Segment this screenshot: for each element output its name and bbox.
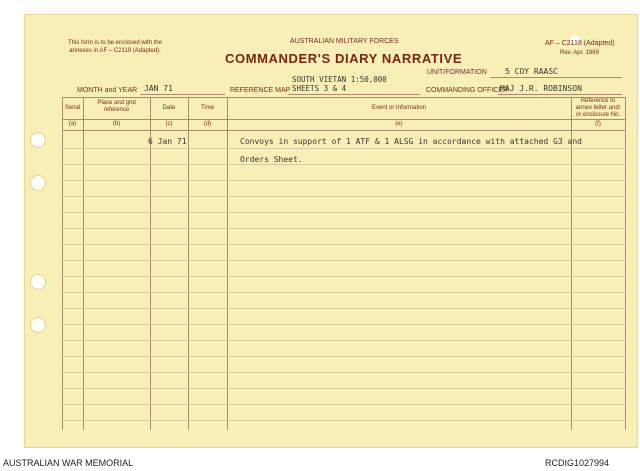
officer-underline — [498, 94, 622, 95]
column-header-line: or enclosure No. — [575, 112, 621, 118]
ruled-line — [62, 292, 626, 293]
ruled-line — [62, 180, 626, 181]
column-letter: (a) — [68, 121, 77, 127]
revision-date: Rev. Apr. 1969 — [560, 50, 599, 56]
column-border — [188, 97, 189, 430]
punch-hole — [30, 317, 46, 333]
column-letter: (f) — [595, 121, 601, 127]
month-value: JAN 71 — [144, 84, 173, 93]
ruled-line — [62, 340, 626, 341]
officer-label: COMMANDING OFFICER — [426, 87, 509, 94]
column-header-line: reference — [103, 107, 130, 113]
page-title: COMMANDER'S DIARY NARRATIVE — [225, 51, 463, 66]
org-name: AUSTRALIAN MILITARY FORCES — [290, 38, 399, 45]
footer-source: AUSTRALIAN WAR MEMORIAL — [3, 458, 134, 468]
column-header-line: Place and grid — [97, 100, 136, 106]
map-value-1: SOUTH VIETAN 1:50,000 — [292, 75, 387, 84]
ruled-line — [62, 356, 626, 357]
officer-value: MAJ J.R. ROBINSON — [500, 84, 582, 93]
unit-underline — [490, 77, 622, 78]
column-border — [150, 97, 151, 430]
ruled-line — [62, 324, 626, 325]
entry-event-line: Orders Sheet. — [240, 155, 303, 164]
ruled-line — [62, 164, 626, 165]
ruled-line — [62, 404, 626, 405]
enclosure-note — [68, 39, 162, 55]
punch-hole — [30, 175, 46, 191]
month-underline — [140, 94, 225, 95]
column-border — [625, 97, 626, 430]
punch-hole — [30, 274, 46, 290]
ruled-line — [62, 212, 626, 213]
enclosure-note-line: annexes in AF – C2119 (Adapted). — [69, 48, 161, 54]
column-letter: (d) — [203, 121, 212, 127]
form-code: AF – C2118 (Adapted) — [545, 40, 615, 47]
column-letter: (c) — [165, 121, 173, 127]
column-header-reference — [571, 98, 625, 119]
entry-event-line: Convoys in support of 1 ATF & 1 ALSG in accordance with attached G3 and — [240, 137, 582, 146]
column-header-time: Time — [200, 105, 215, 111]
enclosure-note-line: This form is to be enclosed with the — [68, 40, 163, 46]
ruled-line — [62, 420, 626, 421]
column-header-place — [83, 100, 150, 114]
ruled-line — [62, 276, 626, 277]
column-border — [62, 97, 63, 430]
ruled-line — [62, 388, 626, 389]
ruled-line — [62, 228, 626, 229]
ruled-line — [62, 372, 626, 373]
ruled-line — [62, 196, 626, 197]
column-header-date: Date — [162, 105, 176, 111]
ruled-line — [62, 148, 626, 149]
footer-record-id: RCDIG1027994 — [545, 458, 610, 468]
column-border — [571, 97, 572, 430]
column-letter: (b) — [112, 121, 121, 127]
map-value-2: SHEETS 3 & 4 — [292, 84, 347, 93]
entry-date: 6 Jan 71 — [148, 137, 187, 146]
unit-label: UNIT/FORMATION — [427, 69, 487, 76]
punch-hole — [30, 132, 46, 148]
ruled-line — [62, 244, 626, 245]
map-underline — [288, 94, 420, 95]
month-label: MONTH and YEAR — [77, 87, 138, 94]
header-divider — [62, 119, 626, 120]
unit-value: 5 COY RAASC — [505, 67, 558, 76]
column-letter: (e) — [395, 121, 403, 127]
table-top-border — [62, 97, 626, 98]
column-header-line: annex letter and/ — [575, 105, 621, 111]
map-label: REFERENCE MAP — [230, 87, 291, 94]
letter-divider — [62, 130, 626, 131]
column-border — [83, 97, 84, 430]
column-border — [227, 97, 228, 430]
column-header-serial: Serial — [64, 105, 81, 111]
column-header-line: Reference to — [580, 98, 616, 104]
narrative-table — [62, 97, 626, 430]
ruled-line — [62, 260, 626, 261]
ruled-line — [62, 308, 626, 309]
column-header-event: Event or Information — [371, 105, 427, 111]
